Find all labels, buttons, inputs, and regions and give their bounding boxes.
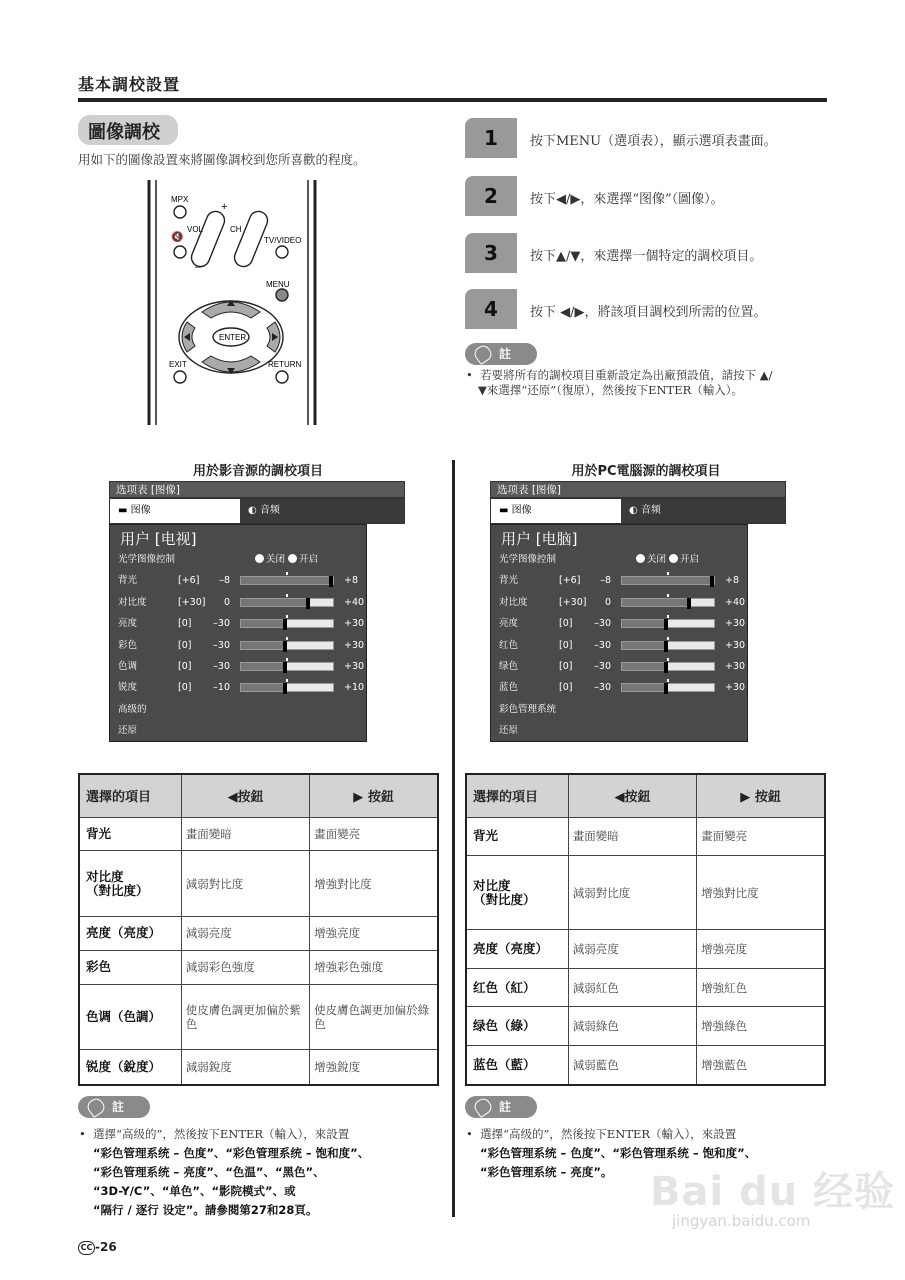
osd-max: +30 (725, 639, 746, 651)
table-header-row (79, 774, 438, 817)
osd-heading: 用户 [电脑] (501, 530, 578, 548)
table-item-label: 背光 (466, 817, 568, 855)
osd-row-optical: 光学图像控制 关闭 开启 (499, 554, 700, 565)
table-cell: 減弱藍色 (568, 1045, 696, 1085)
osd-row-5[interactable] (491, 677, 747, 698)
table-item-label: 绿色（綠） (466, 1007, 568, 1045)
left-adjust-table (78, 773, 439, 1086)
slider-fill (622, 620, 668, 627)
slider-thumb (329, 576, 333, 587)
osd-min: –8 (219, 575, 230, 587)
osd-slider (621, 641, 715, 650)
osd-val: [+30] (178, 596, 206, 608)
slider-thumb (283, 641, 287, 652)
enter-label: ENTER (219, 333, 247, 342)
osd-min: –10 (213, 682, 230, 694)
step-3-text: 按下▲/▼，來選擇一個特定的調校項目。 (530, 249, 763, 264)
table-item-label: 对比度 （對比度） (79, 851, 181, 917)
watermark-url: jingyan.baidu.com (672, 1212, 811, 1230)
right-adjust-table (465, 773, 826, 1086)
section-intro: 用如下的圖像設置來將圖像調校到您所喜歡的程度。 (78, 152, 366, 167)
slider-center-mark (667, 637, 669, 640)
table-cell: 減弱彩色強度 (181, 950, 309, 984)
mpx-button (174, 206, 186, 218)
table-row (79, 817, 438, 851)
osd-row-5[interactable] (110, 677, 366, 698)
table-cell: 減弱對比度 (181, 851, 309, 917)
slider-thumb (664, 619, 668, 630)
osd-label: 色调 (118, 660, 138, 672)
osd-label: 对比度 (118, 596, 147, 608)
slider-fill (241, 599, 310, 606)
table-row (79, 984, 438, 1050)
osd-slider (240, 662, 334, 671)
osd-row-reset[interactable]: 还原 (499, 725, 519, 737)
osd-val: [+30] (559, 596, 587, 608)
osd-label: 锐度 (118, 682, 138, 694)
table-row (466, 1045, 825, 1085)
osd-min: 0 (223, 596, 230, 608)
table-row (466, 817, 825, 855)
osd-row-0[interactable] (110, 570, 366, 591)
remote-illustration (147, 180, 317, 425)
step-4-badge: 4 (465, 289, 517, 329)
watermark-logo: Bai du 经验 (650, 1169, 896, 1215)
ch-label: CH (230, 225, 242, 234)
osd-max: +8 (725, 575, 740, 587)
osd-row-color-management[interactable]: 彩色管理系统 (499, 703, 557, 715)
left-osd-menu (109, 481, 405, 742)
table-row (466, 968, 825, 1006)
pencil-icon (472, 343, 494, 365)
osd-val: [0] (559, 660, 573, 672)
osd-max: +30 (725, 618, 746, 630)
table-item-label: 色调（色調） (79, 984, 181, 1050)
slider-center-mark (286, 658, 288, 661)
table-row (79, 1050, 438, 1085)
left-panel-caption: 用於影音源的調校項目 (192, 464, 323, 479)
exit-button (174, 371, 186, 383)
osd-row-reset[interactable]: 还原 (118, 725, 138, 737)
osd-row-4[interactable] (491, 656, 747, 677)
slider-thumb (283, 619, 287, 630)
osd-row-4[interactable] (110, 656, 366, 677)
table-cell: 使皮膚色調更加偏於綠色 (310, 984, 438, 1050)
step-1-badge: 1 (465, 118, 517, 158)
slider-fill (622, 642, 668, 649)
table-cell: 畫面變暗 (181, 817, 309, 851)
table-header: ▶ 按鈕 (310, 774, 438, 817)
page-number: CC -26 (78, 1240, 117, 1255)
mute-icon: 🔇 (171, 232, 184, 243)
osd-label: 彩色 (118, 639, 138, 651)
table-row (79, 851, 438, 917)
osd-slider (240, 641, 334, 650)
header-rule (78, 98, 827, 102)
table-row (466, 855, 825, 929)
osd-max: +8 (344, 575, 359, 587)
mpx-label: MPX (171, 195, 189, 204)
table-cell: 減弱紅色 (568, 968, 696, 1006)
table-item-label: 红色（紅） (466, 968, 568, 1006)
slider-thumb (306, 598, 310, 609)
pencil-icon (472, 1096, 494, 1118)
note-pill-left: 註 (78, 1096, 150, 1118)
step-2-badge: 2 (465, 176, 517, 216)
top-note-line1: 若要將所有的調校項目重新設定為出廠預設值，請按下 ▲/ (480, 368, 773, 382)
tab-picture[interactable]: ▬ 图像 (491, 499, 621, 523)
osd-row-3[interactable] (491, 635, 747, 656)
osd-val: [0] (178, 618, 192, 630)
table-cell: 畫面變亮 (697, 817, 825, 855)
table-header: 選擇的項目 (79, 774, 181, 817)
osd-row-0[interactable] (491, 570, 747, 591)
osd-slider (621, 576, 715, 585)
osd-max: +30 (344, 639, 365, 651)
osd-menu-bar: 选项表 [图像] (109, 481, 405, 498)
osd-slider (240, 619, 334, 628)
slider-center-mark (286, 594, 288, 597)
osd-max: +30 (344, 618, 365, 630)
table-cell: 畫面變暗 (568, 817, 696, 855)
table-cell: 增強彩色強度 (310, 950, 438, 984)
osd-label: 蓝色 (499, 682, 519, 694)
osd-val: [+6] (559, 575, 581, 587)
osd-row-2[interactable] (110, 613, 366, 634)
osd-max: +40 (725, 596, 746, 608)
page-header: 基本調校設置 (78, 75, 181, 94)
slider-thumb (283, 662, 287, 673)
slider-center-mark (286, 637, 288, 640)
table-cell: 減弱對比度 (568, 855, 696, 929)
slider-fill (622, 599, 691, 606)
slider-fill (241, 577, 333, 584)
plus-label: + (221, 201, 228, 213)
table-item-label: 对比度 （對比度） (466, 855, 568, 929)
slider-center-mark (667, 572, 669, 575)
osd-row-2[interactable] (491, 613, 747, 634)
osd-row-1[interactable] (110, 592, 366, 613)
slider-center-mark (286, 615, 288, 618)
osd-slider (240, 598, 334, 607)
column-divider (452, 460, 455, 1217)
menu-label: MENU (266, 280, 290, 289)
slider-thumb (664, 641, 668, 652)
osd-min: –30 (213, 660, 230, 672)
return-button (276, 371, 288, 383)
slider-fill (241, 642, 287, 649)
osd-max: +30 (344, 660, 365, 672)
table-cell: 增強對比度 (697, 855, 825, 929)
pencil-icon (85, 1096, 107, 1118)
table-header: 選擇的項目 (466, 774, 568, 817)
minus-label: – (195, 261, 202, 273)
slider-fill (241, 684, 287, 691)
osd-row-optical: 光学图像控制 关闭 开启 (118, 554, 319, 565)
tv-video-button (276, 246, 288, 258)
osd-label: 背光 (118, 575, 138, 587)
mute-button (174, 246, 186, 258)
slider-center-mark (667, 594, 669, 597)
osd-val: [0] (559, 618, 573, 630)
osd-val: [0] (559, 682, 573, 694)
slider-center-mark (667, 679, 669, 682)
osd-slider (621, 598, 715, 607)
note-pill-right: 註 (465, 1096, 537, 1118)
table-cell: 減弱亮度 (568, 930, 696, 968)
table-item-label: 锐度（銳度） (79, 1050, 181, 1085)
table-item-label: 彩色 (79, 950, 181, 984)
table-header-row (466, 774, 825, 817)
osd-max: +10 (344, 682, 365, 694)
osd-label: 亮度 (499, 618, 519, 630)
osd-slider (621, 662, 715, 671)
osd-min: –8 (600, 575, 611, 587)
osd-label: 亮度 (118, 618, 138, 630)
table-cell: 增強銳度 (310, 1050, 438, 1085)
osd-val: [0] (559, 639, 573, 651)
osd-min: 0 (604, 596, 611, 608)
table-cell: 增強綠色 (697, 1007, 825, 1045)
step-3-badge: 3 (465, 233, 517, 273)
top-note: • 若要將所有的調校項目重新設定為出廠預設值，請按下 ▲/ ▼來選擇“还原”（復原），然後按下ENTER（輸入）。 (466, 368, 773, 397)
cc-badge: CC (78, 1241, 95, 1255)
table-header: ◀按鈕 (568, 774, 696, 817)
table-row (79, 950, 438, 984)
table-item-label: 背光 (79, 817, 181, 851)
table-cell: 畫面變亮 (310, 817, 438, 851)
tab-picture[interactable]: ▬ 图像 (110, 499, 240, 523)
menu-button (276, 289, 288, 301)
slider-center-mark (667, 615, 669, 618)
note-pill-top: 註 (465, 343, 537, 365)
slider-thumb (687, 598, 691, 609)
table-cell: 使皮膚色調更加偏於紫色 (181, 984, 309, 1050)
table-cell: 減弱綠色 (568, 1007, 696, 1045)
osd-min: –30 (213, 618, 230, 630)
osd-val: [0] (178, 639, 192, 651)
table-header: ◀按鈕 (181, 774, 309, 817)
tab-audio[interactable]: ◐ 音频 (240, 499, 404, 523)
exit-label: EXIT (169, 360, 187, 369)
osd-val: [0] (178, 682, 192, 694)
slider-thumb (664, 683, 668, 694)
slider-thumb (283, 683, 287, 694)
table-header: ▶ 按鈕 (697, 774, 825, 817)
slider-thumb (664, 662, 668, 673)
table-row (466, 1007, 825, 1045)
table-cell: 減弱銳度 (181, 1050, 309, 1085)
right-osd-menu (490, 481, 786, 742)
table-item-label: 亮度（亮度） (466, 930, 568, 968)
osd-row-3[interactable] (110, 635, 366, 656)
slider-fill (241, 663, 287, 670)
return-label: RETURN (268, 360, 302, 369)
table-cell: 增強對比度 (310, 851, 438, 917)
osd-max: +30 (725, 682, 746, 694)
table-cell: 減弱亮度 (181, 917, 309, 951)
osd-label: 对比度 (499, 596, 528, 608)
slider-center-mark (286, 679, 288, 682)
osd-heading: 用户 [电视] (120, 530, 197, 548)
osd-slider (240, 683, 334, 692)
osd-min: –30 (213, 639, 230, 651)
osd-val: [+6] (178, 575, 200, 587)
osd-slider (621, 683, 715, 692)
osd-min: –30 (594, 682, 611, 694)
table-row (466, 930, 825, 968)
slider-center-mark (667, 658, 669, 661)
slider-fill (622, 684, 668, 691)
tv-video-label: TV/VIDEO (264, 236, 302, 245)
step-2-text: 按下◀/▶，來選擇“图像”（圖像）。 (530, 192, 724, 207)
table-item-label: 亮度（亮度） (79, 917, 181, 951)
table-cell: 增強亮度 (310, 917, 438, 951)
right-note: • 選擇“高级的”，然後按下ENTER（輸入），來設置 “彩色管理系统 – 色度”、“彩色管理系统 – 饱和度”、 “彩色管理系统 – 亮度”。 (466, 1127, 757, 1179)
osd-min: –30 (594, 639, 611, 651)
table-cell: 增強亮度 (697, 930, 825, 968)
step-4-text: 按下 ◀/▶，將該項目調校到所需的位置。 (530, 305, 767, 320)
right-panel-caption: 用於PC電腦源的調校項目 (571, 464, 721, 479)
step-1-text: 按下MENU（選項表），顯示選項表畫面。 (530, 134, 777, 149)
table-row (79, 917, 438, 951)
osd-row-1[interactable] (491, 592, 747, 613)
table-cell: 增強紅色 (697, 968, 825, 1006)
osd-label: 背光 (499, 575, 519, 587)
osd-max: +40 (344, 596, 365, 608)
vol-label: VOL (187, 225, 204, 234)
slider-fill (622, 577, 714, 584)
osd-min: –30 (594, 660, 611, 672)
tab-audio[interactable]: ◐ 音频 (621, 499, 785, 523)
slider-thumb (710, 576, 714, 587)
osd-menu-bar: 选项表 [图像] (490, 481, 786, 498)
osd-slider (240, 576, 334, 585)
table-item-label: 蓝色（藍） (466, 1045, 568, 1085)
osd-slider (621, 619, 715, 628)
left-note: • 選擇“高级的”，然後按下ENTER（輸入），來設置 “彩色管理系统 – 色度”、“彩色管理系统 – 饱和度”、 “彩色管理系统 – 亮度”、“色温”、“黑色”、 “3D-Y/C”、“单色”、“影院模式”、或 “隔行 / 逐行 设定”。請參閱第27和28頁。 (79, 1127, 370, 1217)
osd-min: –30 (594, 618, 611, 630)
slider-fill (622, 663, 668, 670)
slider-fill (241, 620, 287, 627)
osd-max: +30 (725, 660, 746, 672)
osd-val: [0] (178, 660, 192, 672)
slider-center-mark (286, 572, 288, 575)
top-note-line2: ▼來選擇“还原”（復原），然後按下ENTER（輸入）。 (478, 383, 744, 397)
osd-label: 绿色 (499, 660, 519, 672)
osd-label: 红色 (499, 639, 519, 651)
osd-row-advanced[interactable]: 高级的 (118, 703, 147, 715)
section-title: 圖像調校 (78, 115, 178, 145)
table-cell: 增強藍色 (697, 1045, 825, 1085)
